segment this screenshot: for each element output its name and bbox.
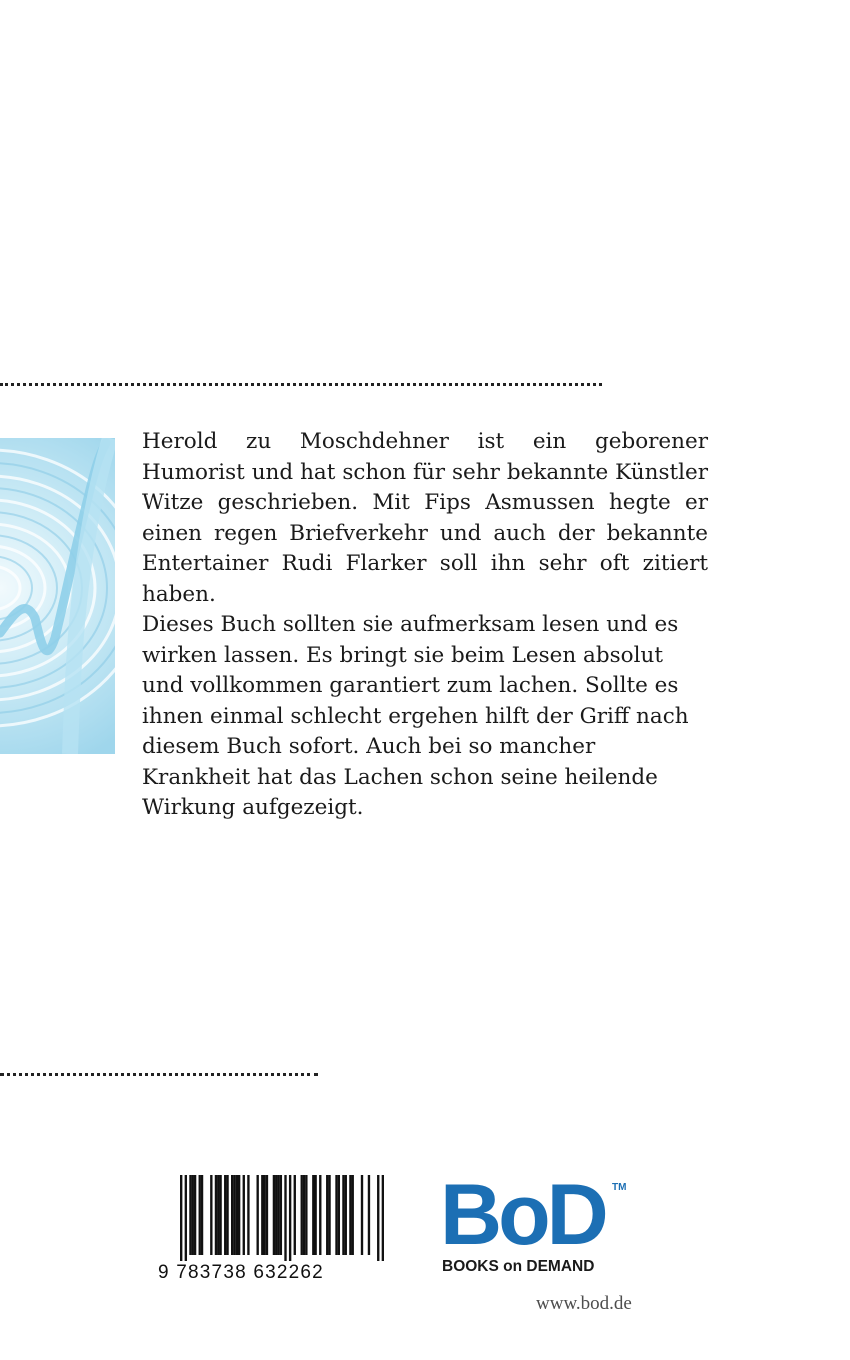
barcode-bar: [201, 1175, 203, 1255]
back-cover-blurb: [142, 427, 708, 824]
barcode-bar: [224, 1175, 226, 1255]
barcode-bar: [301, 1175, 303, 1255]
barcode-bar: [192, 1175, 194, 1255]
barcode-bar: [335, 1175, 337, 1255]
isbn-digits: 9 783738 632262: [158, 1262, 324, 1283]
barcode-bars: [180, 1175, 384, 1261]
barcode-bar: [382, 1175, 384, 1261]
barcode-bar: [257, 1175, 259, 1255]
barcode-bar: [352, 1175, 354, 1255]
dotted-divider-bottom: [0, 1073, 318, 1076]
barcode-bar: [319, 1175, 321, 1255]
barcode-bar: [263, 1175, 265, 1255]
barcode-bar: [289, 1175, 291, 1261]
barcode-bar: [280, 1175, 282, 1255]
barcode-bar: [338, 1175, 340, 1255]
barcode-bar: [314, 1175, 316, 1255]
publisher-website: www.bod.de: [536, 1293, 632, 1314]
barcode-bar: [345, 1175, 347, 1255]
barcode-bar: [189, 1175, 191, 1255]
barcode-bar: [368, 1175, 370, 1255]
blurb-paragraph-2: Dieses Buch sollten sie aufmerksam lesen und es wirken lassen. Es bringt sie beim Lesen absolut und vollkommen garantiert zum lachen. Sollte es ihnen einmal schlecht ergehen hilft der Griff nach diesem Buch sofort. Auch bei so mancher Krankheit hat das Lachen schon seine heilende Wirkung aufgezeigt.: [142, 612, 689, 820]
trademark-symbol: TM: [612, 1182, 627, 1193]
barcode-bar: [277, 1175, 279, 1255]
barcode-bar: [219, 1175, 221, 1255]
barcode-bar: [273, 1175, 275, 1255]
isbn-barcode: [158, 1175, 386, 1287]
barcode-bar: [185, 1175, 187, 1261]
dotted-divider-top: [0, 383, 602, 386]
blurb-paragraph-1: Herold zu Moschdehner ist ein geborener Humorist und hat schon für sehr bekannte Künstler Witze geschrieben. Mit Fips Asmussen hegte er einen regen Briefverkehr und auch der bekannte Entertainer Rudi Flarker soll ihn sehr oft zitiert haben.: [142, 429, 708, 607]
barcode-bar: [342, 1175, 344, 1255]
barcode-bar: [275, 1175, 277, 1255]
barcode-bar: [194, 1175, 196, 1255]
barcode-bar: [305, 1175, 307, 1255]
barcode-bar: [377, 1175, 379, 1261]
barcode-bar: [233, 1175, 235, 1255]
barcode-bar: [349, 1175, 351, 1255]
barcode-bar: [243, 1175, 245, 1255]
barcode-bar: [180, 1175, 182, 1261]
barcode-bar: [199, 1175, 201, 1255]
water-ripple-illustration: [0, 438, 115, 754]
barcode-bar: [238, 1175, 240, 1255]
barcode-bar: [266, 1175, 268, 1255]
barcode-bar: [328, 1175, 330, 1255]
barcode-bar: [210, 1175, 212, 1255]
bod-logo: [440, 1167, 630, 1280]
barcode-bar: [284, 1175, 286, 1261]
barcode-bar: [294, 1175, 296, 1255]
barcode-bar: [236, 1175, 238, 1255]
barcode-bar: [247, 1175, 249, 1255]
barcode-bar: [215, 1175, 217, 1255]
barcode-bar: [231, 1175, 233, 1255]
barcode-bar: [217, 1175, 219, 1255]
barcode-bar: [261, 1175, 263, 1255]
bod-logo-mark: BoD: [440, 1167, 605, 1263]
barcode-bar: [226, 1175, 228, 1255]
barcode-bar: [312, 1175, 314, 1255]
barcode-bar: [361, 1175, 363, 1255]
barcode-bar: [326, 1175, 328, 1255]
bod-tagline: BOOKS on DEMAND: [442, 1258, 595, 1275]
barcode-bar: [303, 1175, 305, 1255]
